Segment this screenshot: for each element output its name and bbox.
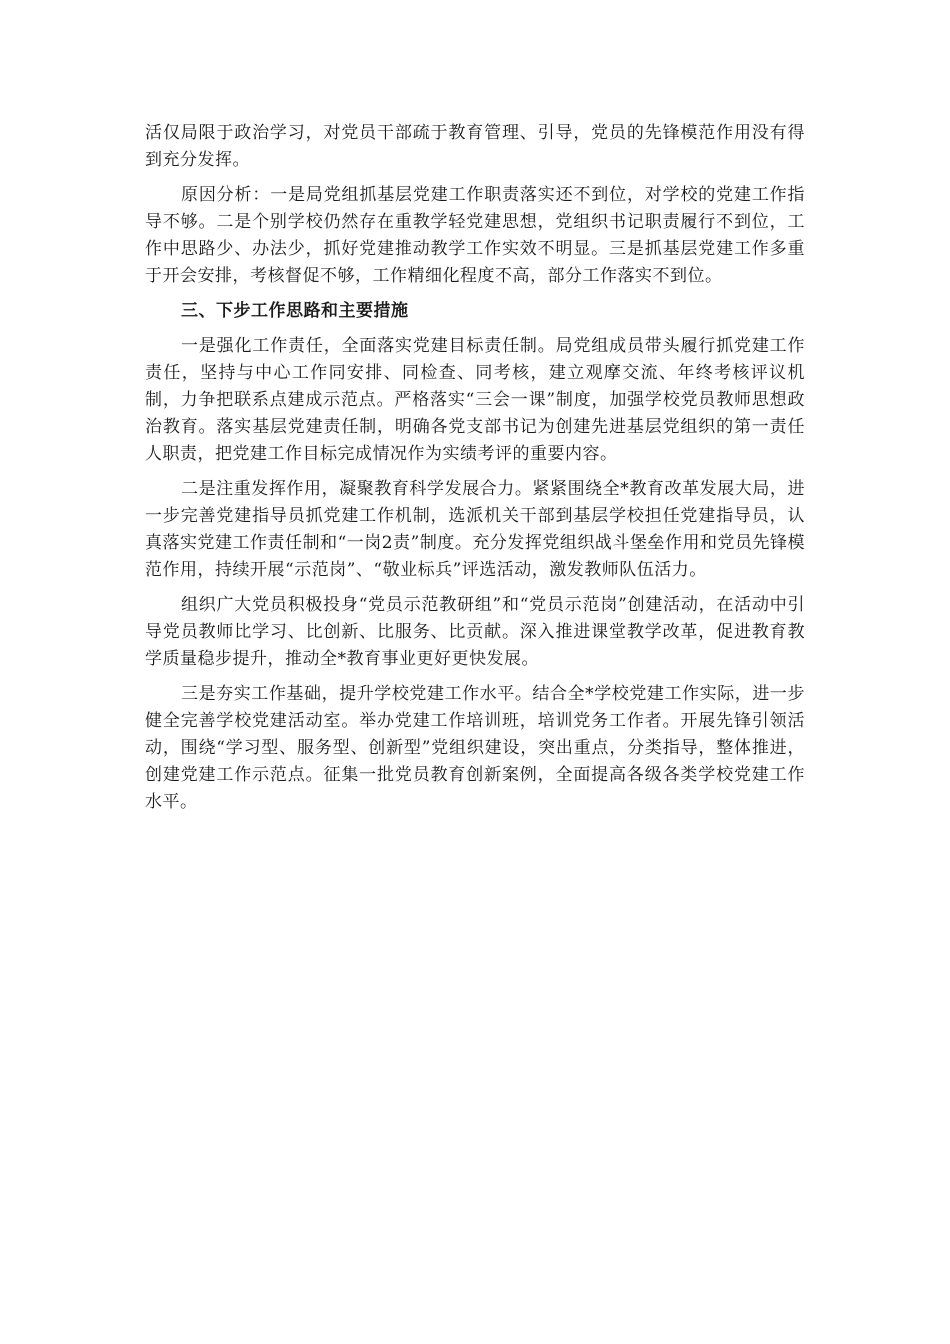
document-page bbox=[145, 120, 805, 824]
paragraph-continuation: 活仅局限于政治学习，对党员干部疏于教育管理、引导，党员的先锋模范作用没有得到充分发挥。 bbox=[145, 123, 805, 170]
paragraph-demonstration-activities: 组织广大党员积极投身“党员示范教研组”和“党员示范岗”创建活动，在活动中引导党员教师比学习、比创新、比服务、比贡献。深入推进课堂教学改革，促进教育教学质量稳步提升，推动全*教育事业更好更快发展。 bbox=[145, 595, 805, 669]
paragraph-measure-two: 二是注重发挥作用，凝聚教育科学发展合力。紧紧围绕全*教育改革发展大局，进一步完善党建指导员抓党建工作机制，选派机关干部到基层学校担任党建指导员，认真落实党建工作责任制和“一岗2责”制度。充分发挥党组织战斗堡垒作用和党员先锋模范作用，持续开展“示范岗”、“敬业标兵”评选活动，激发教师队伍活力。 bbox=[145, 479, 805, 580]
paragraph-measure-one: 一是强化工作责任，全面落实党建目标责任制。局党组成员带头履行抓党建工作责任，坚持与中心工作同安排、同检查、同考核，建立观摩交流、年终考核评议机制，力争把联系点建成示范点。严格落实“三会一课”制度，加强学校党员教师思想政治教育。落实基层党建责任制，明确各党支部书记为创建先进基层党组织的第一责任人职责，把党建工作目标完成情况作为实绩考评的重要内容。 bbox=[145, 336, 805, 464]
section-heading-next-steps: 三、下步工作思路和主要措施 bbox=[181, 301, 409, 321]
paragraph-measure-three: 三是夯实工作基础，提升学校党建工作水平。结合全*学校党建工作实际，进一步健全完善学校党建活动室。举办党建工作培训班，培训党务工作者。开展先锋引领活动，围绕“学习型、服务型、创新型”党组织建设，突出重点，分类指导，整体推进，创建党建工作示范点。征集一批党员教育创新案例，全面提高各级各类学校党建工作水平。 bbox=[145, 684, 805, 812]
paragraph-cause-analysis: 原因分析：一是局党组抓基层党建工作职责落实还不到位，对学校的党建工作指导不够。二是个别学校仍然存在重教学轻党建思想，党组织书记职责履行不到位，工作中思路少、办法少，抓好党建推动教学工作实效不明显。三是抓基层党建工作多重于开会安排，考核督促不够，工作精细化程度不高，部分工作落实不到位。 bbox=[145, 185, 805, 286]
